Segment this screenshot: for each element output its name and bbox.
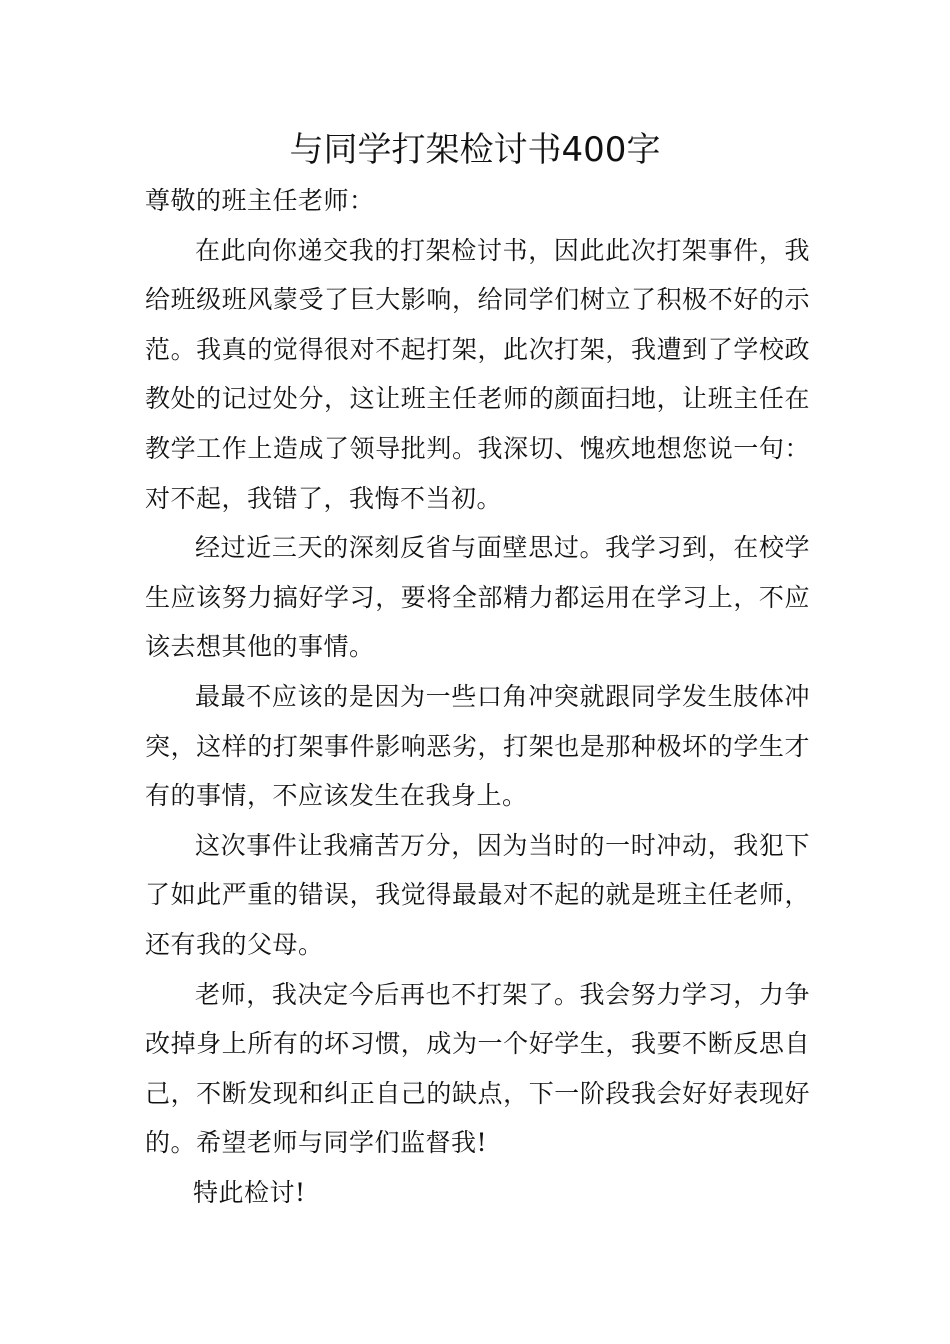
paragraph-4: 这次事件让我痛苦万分，因为当时的一时冲动，我犯下了如此严重的错误，我觉得最最对不起的就是班主任老师，还有我的父母。 xyxy=(145,830,810,959)
document-title: 与同学打架检讨书400字 xyxy=(289,130,661,170)
salutation: 尊敬的班主任老师： xyxy=(145,186,375,215)
paragraph-1: 在此向你递交我的打架检讨书，因此此次打架事件，我给班级班风蒙受了巨大影响，给同学们树立了积极不好的示范。我真的觉得很对不起打架，此次打架，我遭到了学校政教处的记过处分，这让班主任老师的颜面扫地，让班主任在教学工作上造成了领导批判。我深切、愧疚地想您说一句：对不起，我错了，我悔不当初。 xyxy=(145,235,810,513)
document-body xyxy=(145,176,810,1217)
closing-line: 特此检讨! xyxy=(193,1177,306,1207)
paragraph-3: 最最不应该的是因为一些口角冲突就跟同学发生肢体冲突，这样的打架事件影响恶劣，打架也是那种极坏的学生才有的事情，不应该发生在我身上。 xyxy=(145,681,810,811)
paragraph-5: 老师，我决定今后再也不打架了。我会努力学习，力争改掉身上所有的坏习惯，成为一个好学生，我要不断反思自己，不断发现和纠正自己的缺点，下一阶段我会好好表现好的。希望老师与同学们监督我! xyxy=(145,979,810,1158)
paragraph-2: 经过近三天的深刻反省与面壁思过。我学习到，在校学生应该努力搞好学习，要将全部精力都运用在学习上，不应该去想其他的事情。 xyxy=(145,533,810,662)
